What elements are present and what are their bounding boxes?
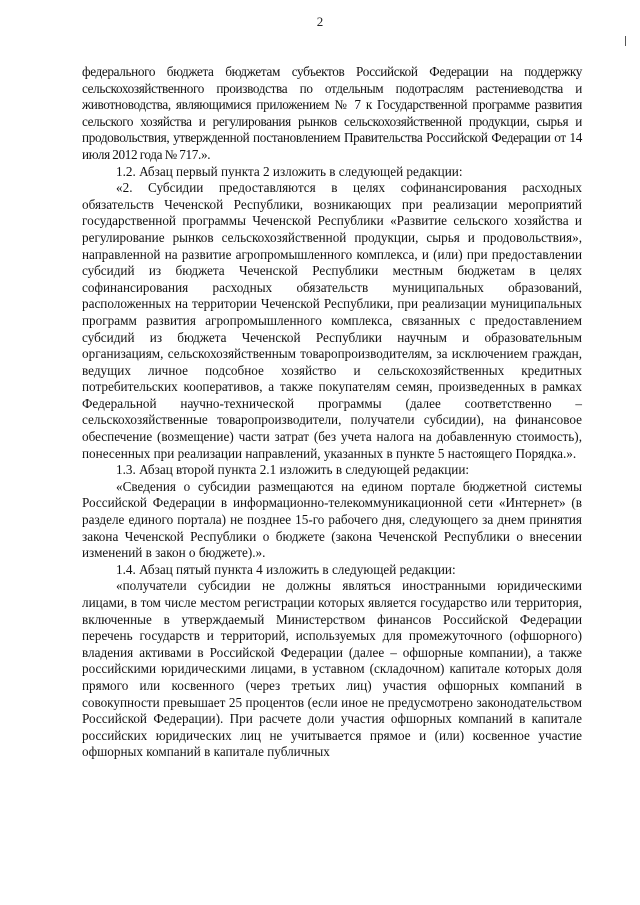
paragraph-amendment-1-2: 1.2. Абзац первый пункта 2 изложить в следующей редакции: — [116, 163, 463, 179]
paragraph-amendment-1-3: 1.3. Абзац второй пункта 2.1 изложить в следующей редакции: — [116, 462, 470, 478]
paragraph-clause-2-text: «2. Субсидии предоставляются в целях софинансирования расходных обязательств Чеченской Республики, возникающих при реализации мероприятий государственной программы Чеченской Республики «Развитие сельского хозяйства и регулирование рынков сельскохозяйственной продукции, сырья и продовольствия», направленной на развитие агропромышленного комплекса, и (или) при предоставлении субсидий из бюджета Чеченской Республики местным бюджетам в целях софинансирования расходных обязательств муниципальных образований, расположенных на территории Чеченской Республики, при реализации муниципальных программ развития агропромышленного комплекса, связанных с предоставлением субсидий из бюджета Чеченской Республики научным и образовательным организациям, сельскохозяйственным товаропроизводителям, за исключением граждан, ведущих личное подсобное хозяйство и сельскохозяйственных кредитных потребительских кооперативов, а также покупателям семян, произведенных в рамках Федеральной научно-технической программы (далее соответственно – сельскохозяйственные товаропроизводители, получатели субсидии), на финансовое обеспечение (возмещение) части затрат (без учета налога на добавленную стоимость), понесенных при реализации направлений, указанных в пункте 5 настоящего Порядка.». — [82, 180, 582, 461]
paragraph-clause-4-text: «получатели субсидии не должны являться иностранными юридическими лицами, в том числе местом регистрации которых является государство или территория, включенные в утверждаемый Министерством финансов Российской Федерации перечень государств и территорий, используемых для промежуточного (офшорного) владения активами в Российской Федерации (далее – офшорные компании), а также российскими юридическими лицами, в уставном (складочном) капитале которых доля прямого или косвенного (через третьих лиц) участия офшорных компаний в совокупности превышает 25 процентов (если иное не предусмотрено законодательством Российской Федерации). При расчете доли участия офшорных компаний в капитале российских юридических лиц не учитывается прямое и (или) косвенное участие офшорных компаний в капитале публичных — [82, 578, 582, 760]
scan-edge-mark — [625, 36, 626, 46]
page-number: 2 — [316, 14, 324, 29]
paragraph-amendment-1-4: 1.4. Абзац пятый пункта 4 изложить в следующей редакции: — [116, 561, 456, 577]
document-body — [82, 64, 582, 761]
paragraph-continuation: федерального бюджета бюджетам субъектов Российской Федерации на поддержку сельскохозяйственного производства по отдельным подотраслям растениеводства и животноводства, являющимися приложением № 7 к Государственной программе развития сельского хозяйства и регулирования рынков сельскохозяйственной продукции, сырья и продовольствия, утвержденной постановлением Правительства Российской Федерации от 14 июля 2012 года № 717.». — [82, 64, 582, 162]
paragraph-clause-2-1-text: «Сведения о субсидии размещаются на едином портале бюджетной системы Российской Федерации в информационно-телекоммуникационной сети «Интернет» (в разделе единого портала) не позднее 15-го рабочего дня, следующего за днем принятия закона Чеченской Республики о бюджете (закона Чеченской Республики о внесении изменений в закон о бюджете).». — [82, 478, 582, 561]
